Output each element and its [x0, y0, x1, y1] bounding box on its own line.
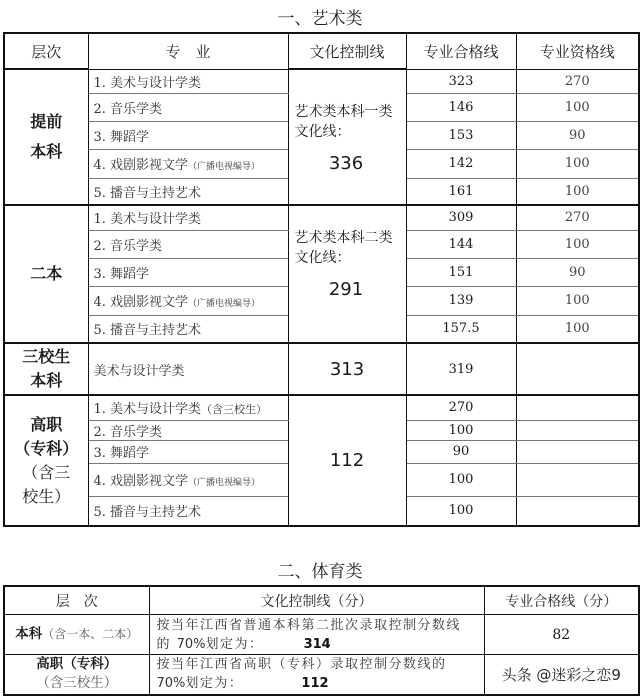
level-text: 三校生: [22, 347, 71, 366]
qualify-line-cell: 100: [516, 286, 639, 315]
header-culture-line: 文化控制线（分）: [149, 586, 484, 615]
major-note: （广播电视编导）: [188, 299, 261, 309]
major-cell: [88, 69, 288, 93]
culture-value: 336: [328, 153, 364, 174]
major-cell: [88, 258, 288, 286]
major-cell: [88, 149, 288, 178]
major-name: 美术与设计学类: [93, 363, 185, 379]
desc-percent: 70%: [176, 636, 206, 652]
pass-line-cell: 153: [406, 121, 516, 149]
major-cell: [88, 121, 288, 149]
culture-value: 314: [303, 636, 331, 652]
level-cell-vocational: [4, 655, 149, 695]
major-name: 1. 美术与设计学类: [93, 212, 202, 228]
major-name: 3. 舞蹈学: [93, 266, 150, 282]
culture-value: 112: [301, 676, 329, 692]
qualify-line-cell: [516, 343, 639, 395]
major-name: 5. 播音与主持艺术: [93, 185, 202, 201]
level-subtext: （含一本、二本）: [42, 627, 139, 641]
culture-value-cell: 112: [288, 395, 406, 526]
qualify-line-cell: [516, 420, 639, 440]
level-text: 提前: [30, 112, 63, 131]
major-note: （广播电视编导）: [188, 478, 261, 488]
pass-line-cell: [484, 655, 639, 695]
major-name: 2. 音乐学类: [93, 424, 163, 440]
culture-line-desc-cell: [149, 655, 484, 695]
level-text: 本科: [15, 626, 43, 642]
header-pass-line: 专业合格线（分）: [484, 586, 639, 615]
sports-score-table: [3, 585, 640, 696]
level-text: 高职（专科）: [36, 656, 118, 673]
culture-line-desc: 按当年江西省普通本科第二批次录取控制分数线: [156, 617, 462, 633]
culture-label: 文化线：: [294, 250, 351, 266]
major-name: 4. 戏剧影视文学: [93, 158, 189, 173]
pass-line-cell: 142: [406, 149, 516, 178]
major-name: 3. 舞蹈学: [93, 446, 150, 461]
pass-line-cell: 100: [406, 463, 516, 496]
header-major: 专 业: [88, 33, 288, 69]
major-name: 1. 美术与设计学类: [93, 402, 202, 418]
culture-label: 艺术类本科二类: [294, 230, 393, 246]
major-name: 4. 戏剧影视文学: [93, 474, 189, 489]
qualify-line-cell: 270: [516, 205, 639, 230]
major-cell: [88, 343, 288, 395]
qualify-line-cell: 100: [516, 149, 639, 178]
pass-line-cell: 323: [406, 69, 516, 93]
major-note: （含三校生）: [201, 403, 268, 417]
major-cell: [88, 420, 288, 440]
major-name: 4. 戏剧影视文学: [93, 295, 189, 310]
qualify-line-cell: [516, 440, 639, 463]
major-name: 5. 播音与主持艺术: [93, 323, 202, 339]
major-note: （广播电视编导）: [188, 162, 261, 172]
level-text: 本科: [30, 142, 63, 161]
table-row: [4, 655, 639, 695]
table-row: [4, 205, 639, 230]
pass-line-cell: 139: [406, 286, 516, 315]
table-header-row: [4, 586, 639, 615]
culture-line-cell: [288, 205, 406, 343]
table-header-row: [4, 33, 639, 69]
major-name: 1. 美术与设计学类: [93, 75, 202, 91]
level-cell-three-school-undergrad: [4, 343, 88, 395]
pass-line-cell: 151: [406, 258, 516, 286]
level-subtext: （含三校生）: [36, 675, 118, 692]
table-row: [4, 615, 639, 655]
major-cell: [88, 440, 288, 463]
qualify-line-cell: [516, 496, 639, 526]
qualify-line-cell: 100: [516, 93, 639, 121]
table-row: [4, 343, 639, 395]
major-cell: [88, 496, 288, 526]
qualify-line-cell: [516, 395, 639, 420]
major-name: 5. 播音与主持艺术: [93, 505, 202, 521]
header-level: 层次: [4, 33, 88, 69]
qualify-line-cell: 100: [516, 178, 639, 205]
pass-line-cell: 144: [406, 230, 516, 258]
culture-line-cell: [288, 69, 406, 205]
header-qualify-line: 专业资格线: [516, 33, 639, 69]
pass-line-cell: 90: [406, 440, 516, 463]
pass-line-cell: 161: [406, 178, 516, 205]
table-row: [4, 69, 639, 93]
pass-line-cell: 100: [406, 420, 516, 440]
qualify-line-cell: 90: [516, 121, 639, 149]
culture-line-value-line: [157, 674, 484, 693]
pass-line-cell: 100: [406, 496, 516, 526]
header-pass-line: 专业合格线: [406, 33, 516, 69]
level-text: 本科: [30, 371, 63, 390]
level-cell-undergrad: [4, 615, 149, 655]
major-cell: [88, 93, 288, 121]
culture-line-value-line: [157, 635, 484, 654]
culture-label: 文化线：: [294, 124, 351, 140]
level-cell-advance-undergrad: [4, 69, 88, 205]
level-cell-second-tier: 二本: [4, 205, 88, 343]
qualify-line-cell: 100: [516, 230, 639, 258]
desc-percent: 70%: [156, 676, 186, 692]
qualify-line-cell: 100: [516, 315, 639, 343]
pass-line-cell: 319: [406, 343, 516, 395]
level-text: 高职: [30, 414, 63, 434]
major-name: 2. 音乐学类: [93, 101, 163, 117]
level-text: （含三: [22, 462, 71, 482]
major-cell: [88, 230, 288, 258]
section-title-art: 一、艺术类: [277, 9, 363, 29]
major-cell: [88, 286, 288, 315]
header-culture-line: 文化控制线: [288, 33, 406, 69]
section-title-sports: 二、体育类: [277, 562, 363, 582]
qualify-line-cell: [516, 463, 639, 496]
qualify-line-cell: 90: [516, 258, 639, 286]
pass-line-cell: 146: [406, 93, 516, 121]
culture-line-desc-cell: [149, 615, 484, 655]
pass-line-cell: 270: [406, 395, 516, 420]
major-cell: [88, 315, 288, 343]
culture-label: 艺术类本科一类: [294, 104, 393, 120]
major-name: 3. 舞蹈学: [93, 129, 150, 145]
major-cell: [88, 463, 288, 496]
desc-suffix: 划定为：: [185, 676, 244, 692]
desc-suffix: 划定为：: [205, 636, 264, 652]
pass-line-cell: 82: [484, 615, 639, 655]
major-cell: [88, 178, 288, 205]
major-cell: [88, 395, 288, 420]
watermark: 头条 @迷彩之恋9: [501, 665, 621, 684]
header-level: 层 次: [4, 586, 149, 615]
level-cell-vocational: [4, 395, 88, 526]
desc-prefix: 的: [156, 636, 177, 652]
culture-value-cell: 313: [288, 343, 406, 395]
pass-line-cell: 157.5: [406, 315, 516, 343]
culture-line-desc: 按当年江西省高职（专科）录取控制分数线的: [156, 657, 447, 673]
pass-line-cell: 309: [406, 205, 516, 230]
level-text: （专科）: [14, 438, 79, 458]
major-name: 2. 音乐学类: [93, 238, 163, 254]
qualify-line-cell: 270: [516, 69, 639, 93]
culture-value: 291: [328, 279, 364, 300]
level-text: 校生）: [22, 486, 71, 506]
table-row: [4, 395, 639, 420]
major-cell: [88, 205, 288, 230]
art-score-table: [3, 32, 640, 527]
